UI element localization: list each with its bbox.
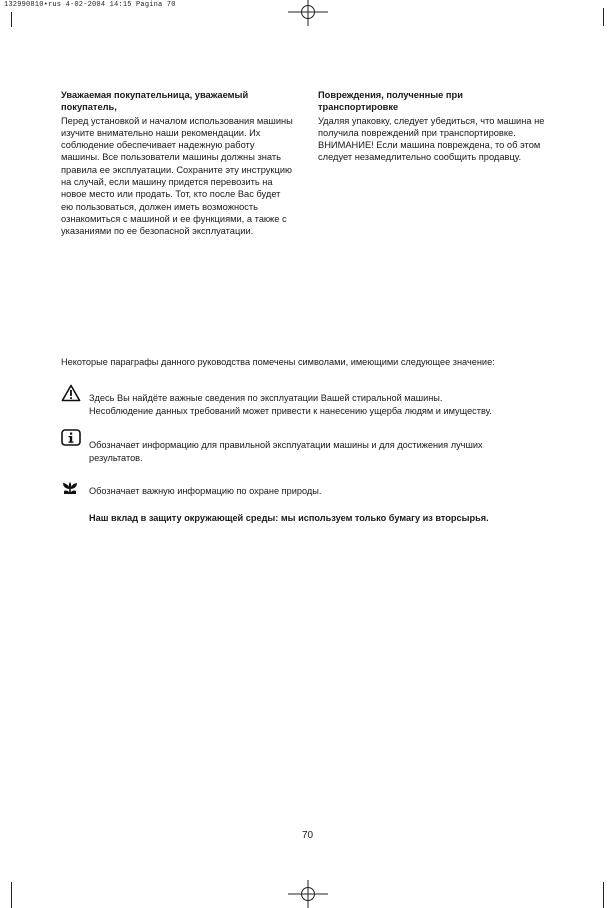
transport-damage-body: Удаляя упаковку, следует убедиться, что машина не получила повреждений при транспортировке.: [318, 115, 545, 138]
warning-triangle-icon: [61, 384, 81, 407]
transport-damage-heading: Повреждения, полученные при транспортировке: [318, 90, 463, 113]
warning-note: [89, 392, 492, 417]
right-column: [318, 89, 554, 164]
info-icon: [61, 429, 81, 451]
greeting-heading: Уважаемая покупательница, уважаемый покупатель,: [61, 90, 249, 113]
symbols-intro: Некоторые параграфы данного руководства помечены символами, имеющими следующее значение:: [61, 357, 495, 367]
crop-mark: [11, 12, 12, 27]
warning-note-line1: Здесь Вы найдёте важные сведения по эксплуатации Вашей стиральной машины.: [89, 393, 443, 403]
greeting-body: Перед установкой и началом использования машины изучите внимательно наши рекомендации. Их соблюдение обеспечивает надежную работу машины. Все пользователи машины должны знать правила ее эксплуатации. Сохраните эту инструкцию на случай, если машину придется перевозить на новое место или продать. Тот, кто после Вас будет ею пользоваться, должен иметь возможность ознакомиться с машиной и ее функциями, а также с указаниями по ее безопасной эксплуатации.: [61, 115, 293, 237]
eco-flower-icon: [61, 479, 79, 500]
crop-mark: [603, 8, 604, 26]
transport-damage-warning: ВНИМАНИЕ! Если машина повреждена, то об этом следует незамедлительно сообщить продавцу.: [318, 140, 541, 163]
left-column: [61, 89, 293, 238]
environment-note: [89, 485, 321, 498]
page-number: 70: [301, 830, 314, 841]
print-header: 132990810•rus 4-02-2004 14:15 Pagina 70: [4, 1, 176, 9]
recycled-paper-statement: Наш вклад в защиту окружающей среды: мы используем только бумагу из вторсырья.: [89, 513, 489, 523]
info-note-line1: Обозначает информацию для правильной эксплуатации машины и для достижения лучших: [89, 440, 483, 450]
crop-mark: [11, 882, 12, 908]
info-note-line2: результатов.: [89, 452, 143, 463]
crop-mark: [603, 882, 604, 908]
environment-note-text: Обозначает важную информацию по охране природы.: [89, 486, 322, 496]
warning-note-line2: Несоблюдение данных требований может привести к нанесению ущерба людям и имуществу.: [89, 405, 492, 416]
info-note: [89, 439, 483, 464]
